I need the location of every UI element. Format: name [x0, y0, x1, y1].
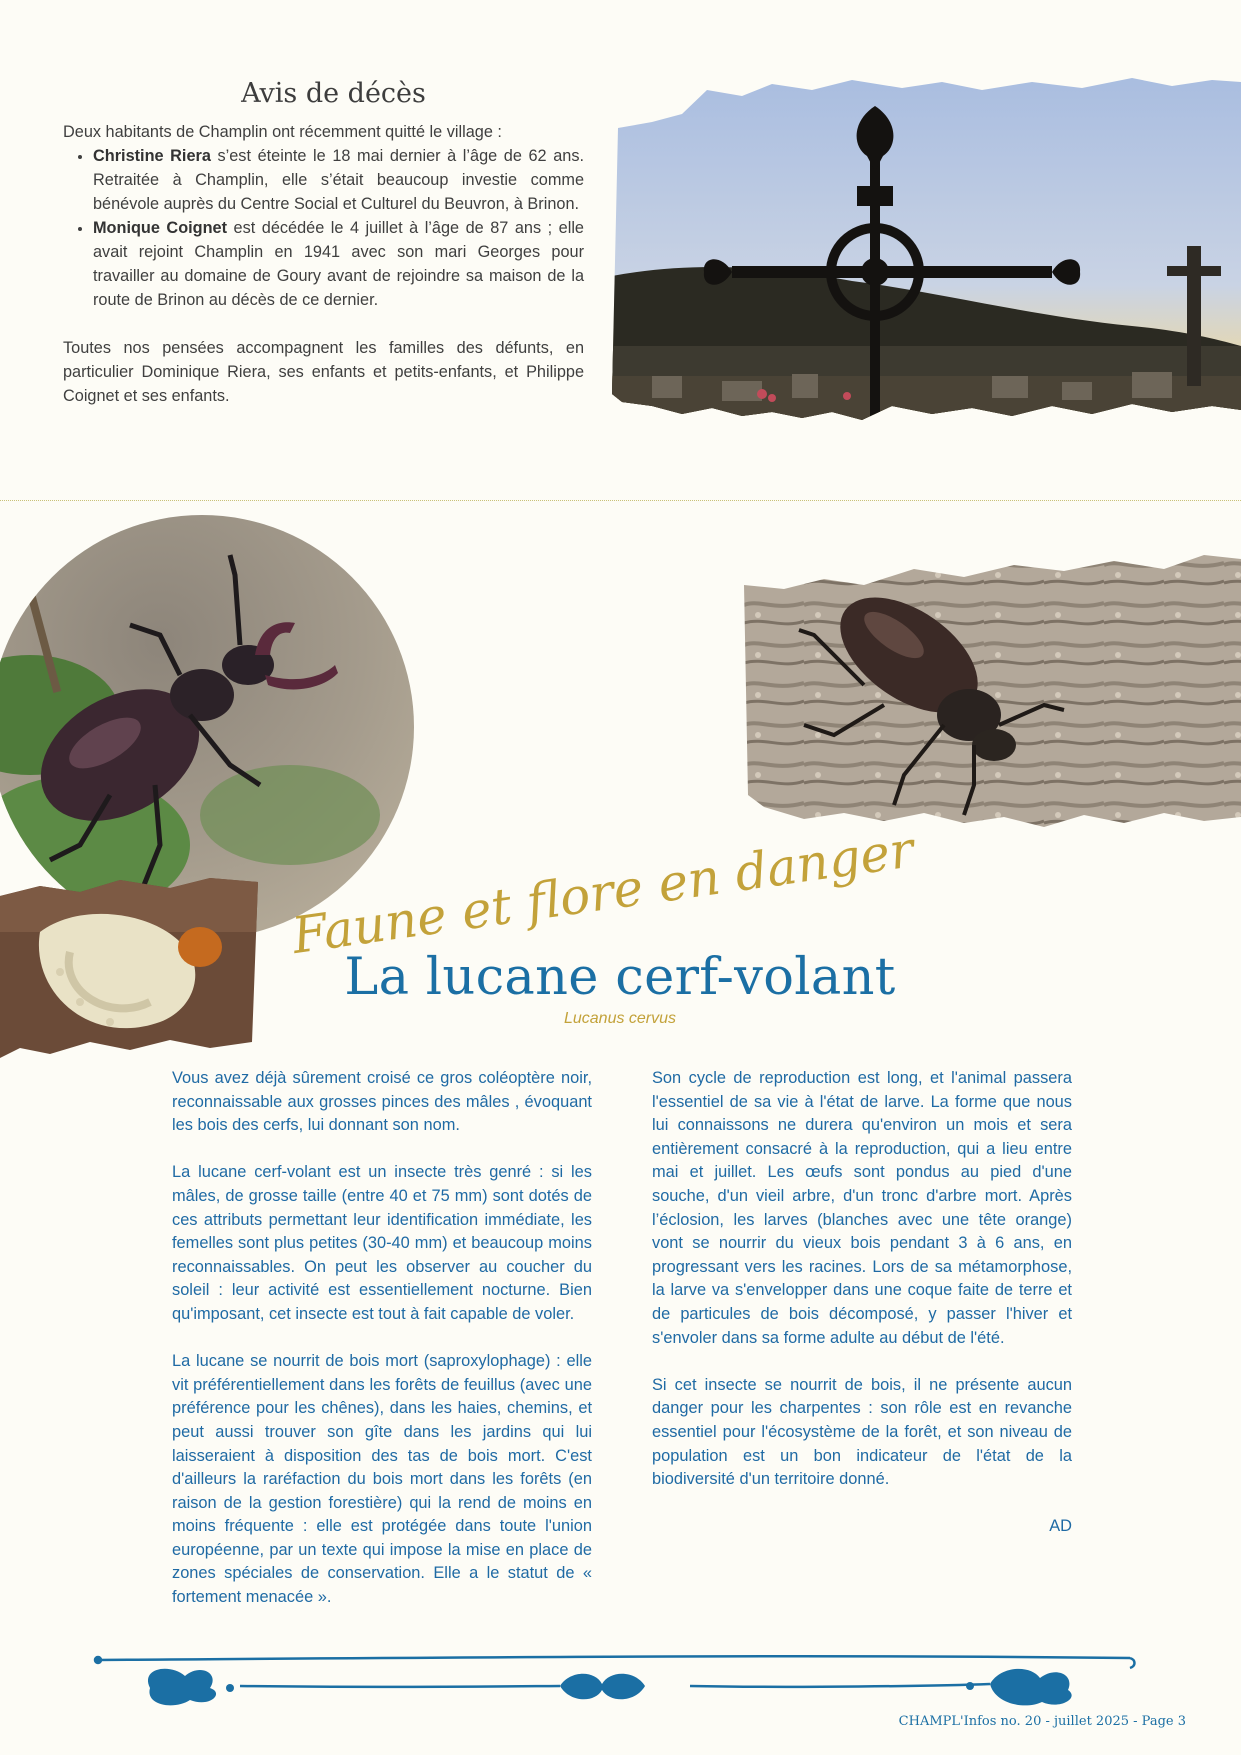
article-paragraph: La lucane se nourrit de bois mort (saproxylophage) : elle vit préférentiellement dans les forêts de feuillus (avec une préférence pour les chênes), dans les haies, chemins, et peut aussi trouver son gîte dans les jardins qui lui laisseraient à disposition des tas de bois mort. C'est d'ailleurs la raréfaction du bois mort dans les forêts (en raison de la gestion forestière) qui la rend de moins en moins fréquente : elle est protégée dans toute l'union européenne, par un texte qui impose la mise en place de zones spéciales de conservation. Elle a le statut de « fortement menacée ».: [172, 1352, 592, 1607]
kicker-text: Faune et flore en danger: [288, 820, 918, 966]
obituary-entry-name: Christine Riera: [93, 147, 211, 165]
article-paragraph: Vous avez déjà sûrement croisé ce gros coléoptère noir, reconnaissable aux grosses pinces des mâles , évoquant les bois des cerfs, lui donnant son nom.: [172, 1069, 592, 1135]
obituary-list: [63, 144, 584, 312]
stag-beetle-bark-photo: [744, 555, 1241, 827]
article-latin-name: Lucanus cervus: [563, 1010, 677, 1027]
article-paragraph: La lucane cerf-volant est un insecte très genré : si les mâles, de grosse taille (entre 40 et 75 mm) sont dotés de ces attributs permettant leur identification immédiate, les femelles sont plus petites (30-40 mm) et beaucoup moins reconnaissables. On peut les observer au coucher du soleil : leur activité est essentiellement nocturne. Bien qu'imposant, cet insecte est tout à fait capable de voler.: [172, 1163, 592, 1323]
footer-ornament: [90, 1648, 1140, 1718]
article-title: La lucane cerf-volant: [344, 948, 896, 1007]
section-divider: [0, 500, 1241, 501]
obituary-entry: [93, 144, 584, 216]
article-column-1: [172, 1067, 592, 1633]
article-column-2: [652, 1067, 1072, 1562]
obituary-entry: [93, 216, 584, 312]
obituary-section: [63, 78, 584, 408]
section-kicker: [280, 820, 918, 966]
obituary-title: Avis de décès: [241, 78, 426, 109]
article-paragraph: Son cycle de reproduction est long, et l'animal passera l'essentiel de sa vie à l'état de larve. La forme que nous lui connaissons ne durera qu'environ un mois et sera entièrement consacré à la reproduction, qui a lieu entre mai et juillet. Les œufs sont pondus au pied d'une souche, d'un vieil arbre, d'un tronc d'arbre mort. Après l’éclosion, les larves (blanches avec une tête orange) vont se nourrir du vieux bois pendant 3 à 6 ans, en progressant vers les racines. Lors de sa métamorphose, la larve va s'envelopper dans une coque faite de terre et de particules de bois décomposé, y passer l'hiver et s'envoler dans sa forme adulte au début de l'été.: [652, 1069, 1072, 1347]
larva-photo: [0, 872, 258, 1062]
article-paragraph: Si cet insecte se nourrit de bois, il ne présente aucun danger pour les charpentes : son rôle est en revanche essentiel pour l'écosystème de la forêt, et son niveau de population est un bon indicateur de l'état de la biodiversité d'un territoire donné.: [652, 1375, 1072, 1489]
obituary-entry-text: s’est éteinte le 18 mai dernier à l’âge de 62 ans. Retraitée à Champlin, elle s’était beaucoup investie comme bénévole auprès du Centre Social et Culturel du Beuvron, à Brinon.: [93, 147, 584, 213]
obituary-entry-text: est décédée le 4 juillet à l’âge de 87 ans ; elle avait rejoint Champlin en 1941 avec son mari Georges pour travailler au domaine de Goury avant de rejoindre sa maison de la route de Brinon au décès de ce dernier.: [93, 219, 584, 309]
obituary-intro: Deux habitants de Champlin ont récemment quitté le village :: [63, 123, 502, 141]
article-signature: AD: [1049, 1517, 1072, 1536]
obituary-entry-name: Monique Coignet: [93, 219, 228, 237]
page-footer: CHAMPL'Infos no. 20 - juillet 2025 - Page 3: [898, 1714, 1186, 1729]
cemetery-cross-photo: [612, 76, 1241, 456]
obituary-closing: Toutes nos pensées accompagnent les familles des défunts, en particulier Dominique Riera, ses enfants et petits-enfants, et Philippe Coignet et ses enfants.: [63, 339, 584, 405]
